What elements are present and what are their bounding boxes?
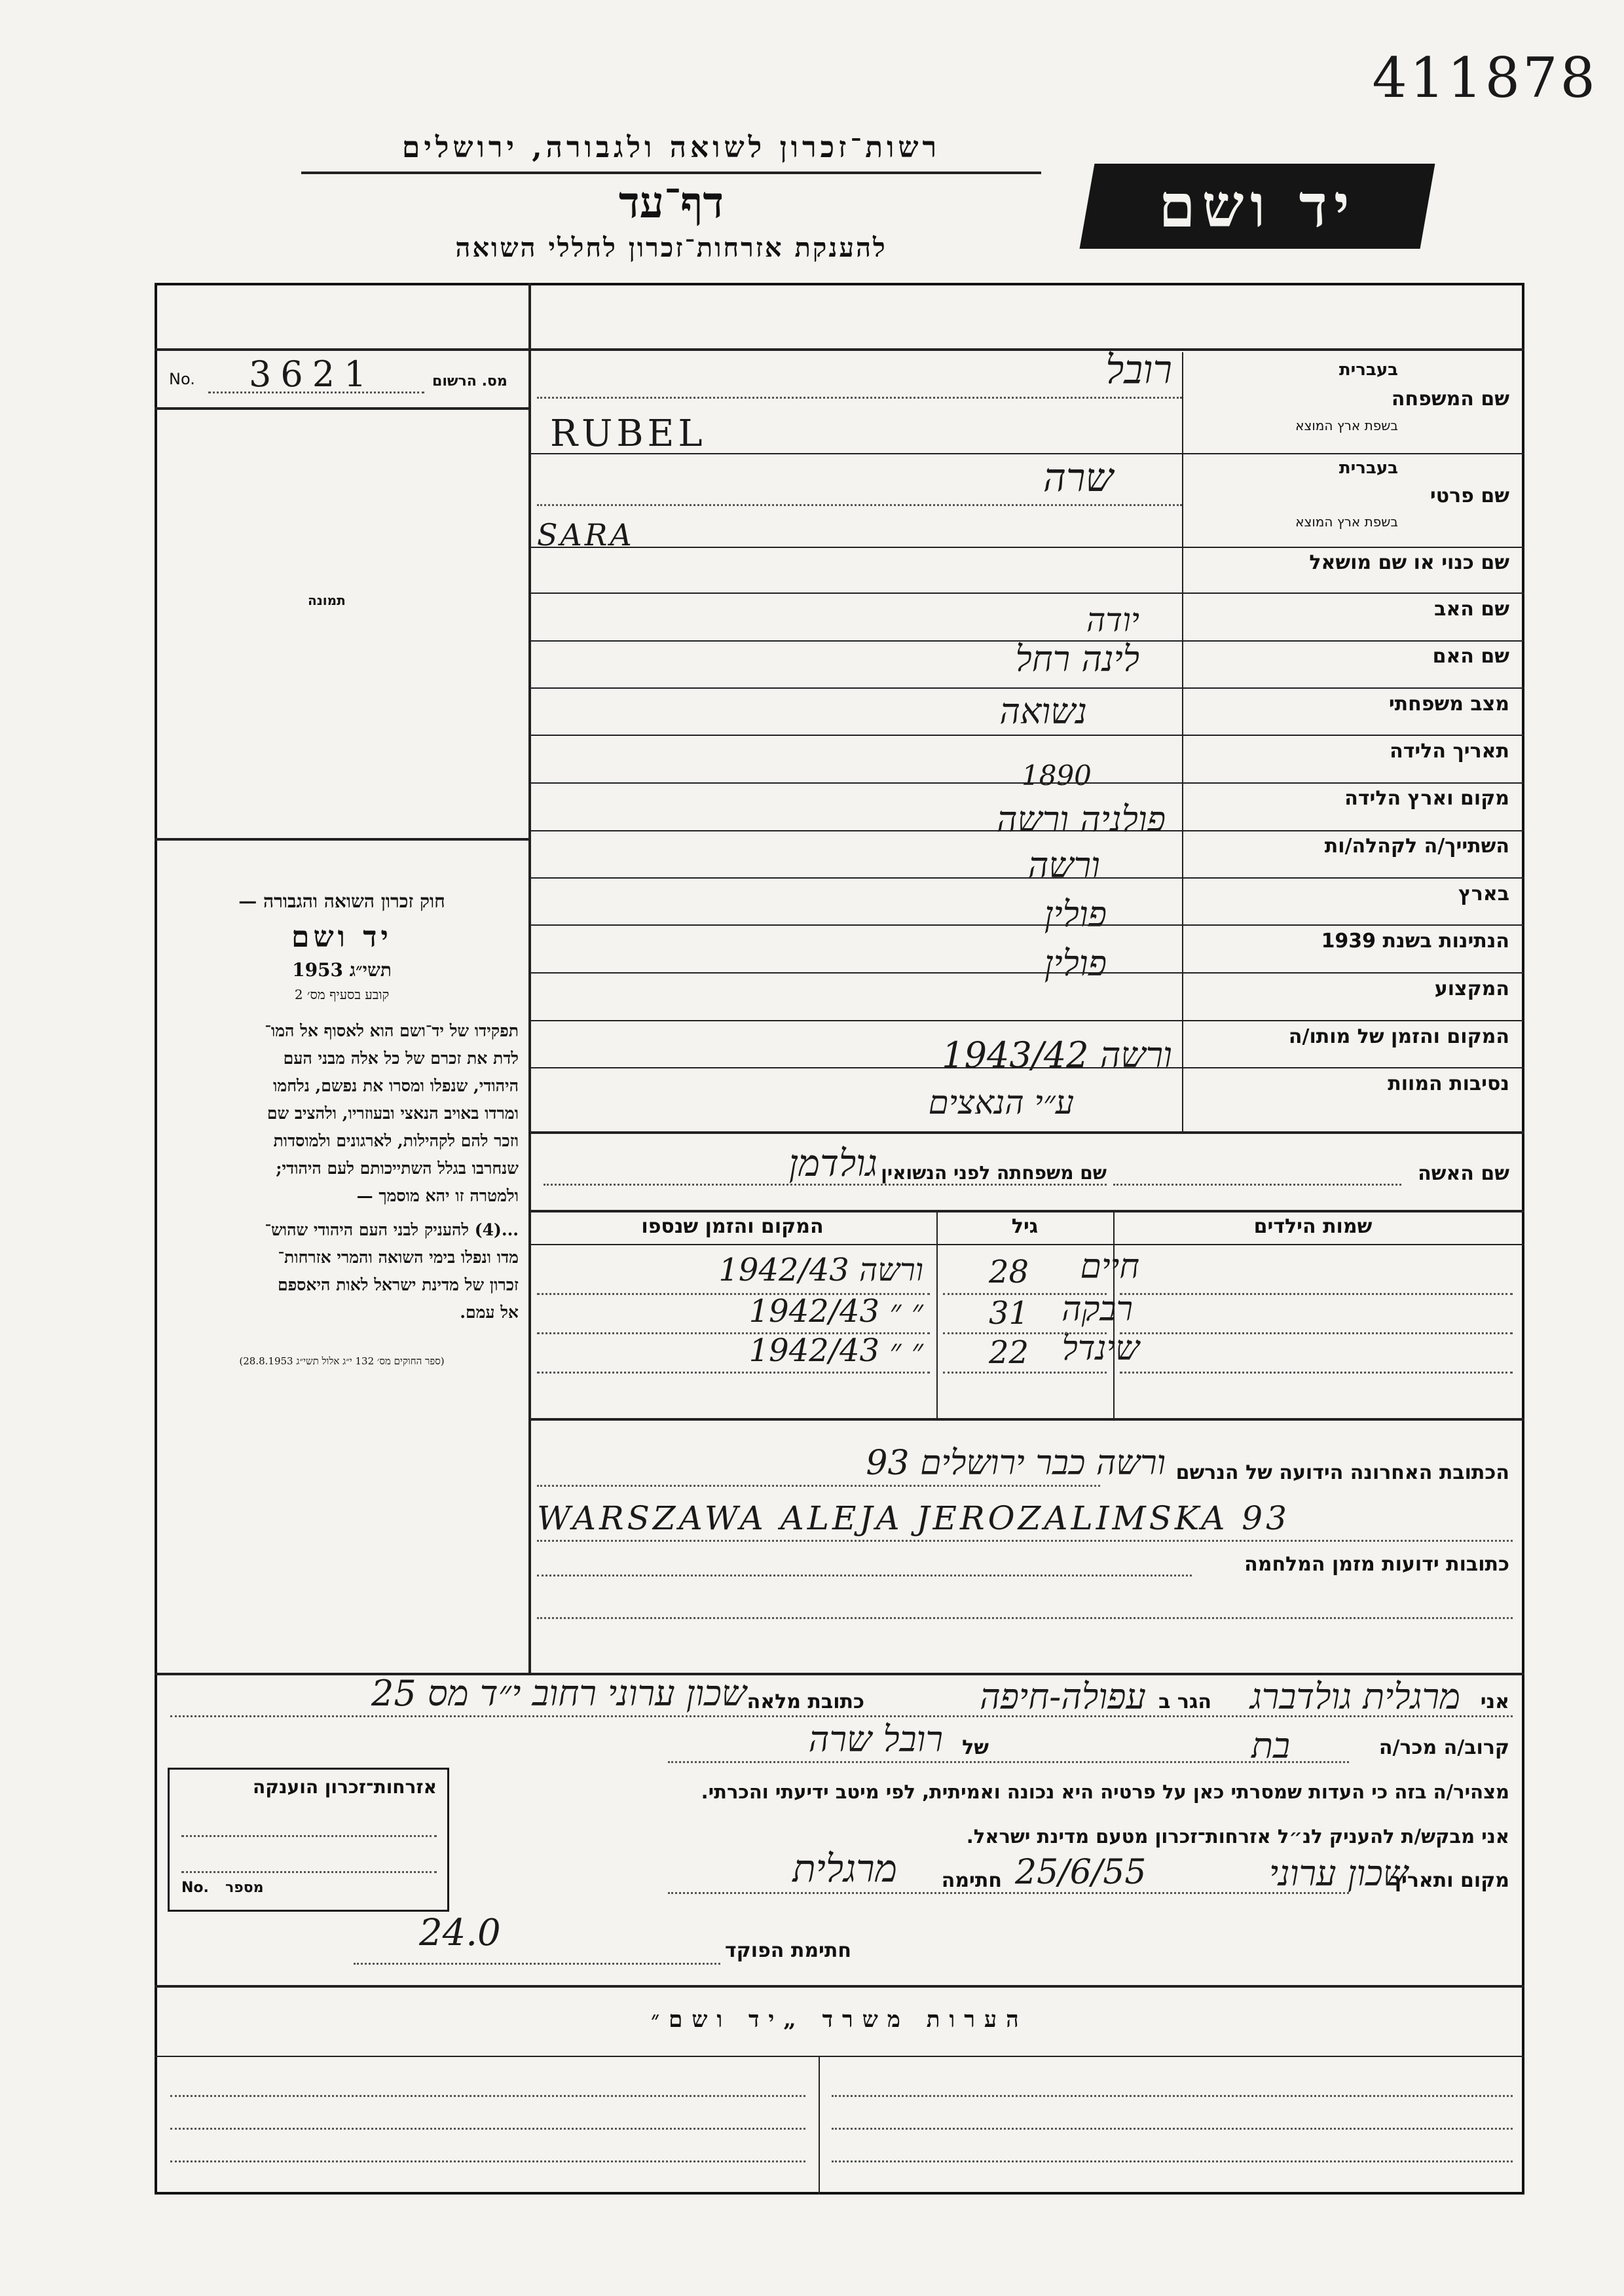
law-paragraph-1 <box>165 1017 519 1210</box>
law-line: זכרון של מדינת ישראל לאות היאספם <box>277 1275 519 1294</box>
of-label: של <box>962 1736 989 1759</box>
remarks-title: הערות משרד „יד ושם״ <box>651 2007 1028 2033</box>
citizenship-1939-value: פולין <box>1044 943 1107 984</box>
maiden-name-value: גולדמן <box>788 1142 877 1185</box>
declarant-name: מרגלית גולדברג <box>1249 1676 1460 1717</box>
photo-label: תמונה <box>308 592 346 608</box>
place-date-label: מקום ותאריך <box>1390 1869 1509 1892</box>
law-citation: (ספר החוקים מס׳ 132 י״ג אלול תשי״ג 28.8.1953) <box>239 1355 445 1367</box>
declarant-city: עפולה-חיפה <box>980 1676 1146 1717</box>
law-line: ומרדו באויב הנאצי ובעוזריו, ולהציב שם <box>267 1104 519 1123</box>
grant-number-label: מספר <box>225 1880 264 1896</box>
authority-line: רשות־זכרון לשואה ולגבורה, ירושלים <box>401 131 941 164</box>
marital-status-label: מצב משפחתי <box>1388 693 1509 716</box>
yad-vashem-logo <box>1080 164 1435 249</box>
relative-of-name: רובל שרה <box>808 1719 943 1760</box>
law-line: תפקידו של יד־ושם הוא לאסוף אל המו־ <box>265 1021 519 1040</box>
declarant-signature: מרגלית <box>792 1846 897 1891</box>
declaration-date: 25/6/55 <box>1015 1853 1147 1892</box>
last-address-latin: WARSZAWA ALEJA JEROZALIMSKA 93 <box>537 1499 1290 1537</box>
birthplace-label: מקום וארץ הלידה <box>1344 787 1509 810</box>
birthdate-label: תאריך הלידה <box>1390 740 1509 763</box>
request-statement: אני מבקש/ת להעניק לנ״ל אזרחות־זכרון מטעם מדינת ישראל. <box>966 1825 1509 1848</box>
authority-underline <box>301 172 1041 174</box>
first-name-hebrew-label: בעברית <box>1338 458 1398 478</box>
child-place: ורשה 1942/43 <box>718 1252 923 1288</box>
law-line: ולמטרה זו יהא מוסמך — <box>356 1186 519 1205</box>
grant-box <box>168 1768 449 1912</box>
law-line: שנחרבו בגלל השתייכותם לעם היהודי; <box>276 1159 519 1178</box>
children-names-header: שמות הילדים <box>1253 1215 1373 1238</box>
death-circumstances-value: ע״י הנאצים <box>928 1084 1074 1121</box>
first-name-origin-value: SARA <box>537 517 635 553</box>
children-age-header: גיל <box>1011 1215 1039 1238</box>
law-paragraph-2 <box>165 1216 519 1326</box>
country-label: בארץ <box>1458 883 1509 905</box>
death-place-value: ורשה 1943/42 <box>942 1034 1172 1076</box>
birthdate-value: 1890 <box>1022 759 1092 792</box>
law-line: היהודי, שנפלו ומסרו את נפשם, נלחמו <box>272 1076 519 1095</box>
law-line: ...(4) להעניק לבני העם היהודי שהוש־ <box>265 1220 519 1239</box>
child-age: 28 <box>989 1254 1029 1290</box>
father-name-value: יודה <box>1086 601 1139 639</box>
family-name-origin-label: בשפת ארץ המוצא <box>1295 418 1398 433</box>
family-name-hebrew-value: רובל <box>1105 347 1172 393</box>
maiden-name-label: שם משפחתה לפני הנשואין <box>881 1162 1107 1184</box>
law-yad-vashem: יד ושם <box>291 920 392 954</box>
law-text-block <box>165 890 519 1368</box>
first-name-origin-label: בשפת ארץ המוצא <box>1295 514 1398 530</box>
archive-number: 411878 <box>1372 46 1598 110</box>
left-column-divider <box>528 283 531 1673</box>
relation-value: בת <box>1251 1725 1290 1766</box>
declarant-i-label: אני <box>1480 1690 1509 1713</box>
child-name: שינדל <box>1061 1329 1139 1368</box>
last-address-label: הכתובת האחרונה הידועה של הנרשם <box>1175 1461 1509 1484</box>
birthplace-value: פולניה ורשה <box>996 799 1166 840</box>
death-circumstances-label: נסיבות המוות <box>1388 1072 1509 1095</box>
mother-name-value: לינה רחל <box>1015 638 1139 680</box>
grant-box-title: אזרחות־זכרון הוענקה <box>253 1776 437 1798</box>
child-place: ״ ״ 1942/43 <box>748 1332 923 1369</box>
relative-label: קרוב/ה מכר/ה <box>1378 1736 1509 1759</box>
family-name-origin-value: RUBEL <box>550 412 707 455</box>
officer-signature-label: חתימת הפוקד <box>725 1939 851 1962</box>
logo-text: יד ושם <box>1158 172 1356 241</box>
father-name-label: שם האב <box>1434 598 1509 621</box>
registration-no-label: No. <box>169 370 195 388</box>
full-address-label: כתובת מלאה <box>747 1690 864 1713</box>
registration-label: מס. הרשום <box>432 373 507 390</box>
wartime-address-label: כתובות ידועות מזמן המלחמה <box>1244 1553 1509 1576</box>
last-address-hebrew: ורשה כבר ירושלים 93 <box>866 1444 1166 1483</box>
first-name-label: שם פרטי <box>1430 484 1509 507</box>
citizenship-1939-label: הנתינות בשנת 1939 <box>1321 930 1509 953</box>
law-line: מדו ונפלו בימי השואה והמרי אזרחות־ <box>278 1248 519 1267</box>
law-line: אל עמם. <box>460 1303 519 1322</box>
family-name-label: שם המשפחה <box>1391 388 1509 410</box>
child-place: ״ ״ 1942/43 <box>748 1293 923 1330</box>
child-age: 31 <box>989 1295 1029 1332</box>
children-place-header: המקום והזמן שנספו <box>641 1215 824 1238</box>
form-title: דף־עד <box>618 177 724 228</box>
community-value: ורשה <box>1027 845 1100 886</box>
child-name: חיים <box>1080 1247 1139 1286</box>
death-place-label: המקום והזמן של מותו/ה <box>1288 1025 1509 1048</box>
law-section: קובע בסעיף מס׳ 2 <box>294 987 390 1002</box>
declarant-resides-label: הגר ב <box>1158 1690 1211 1713</box>
country-value: פולין <box>1044 894 1107 935</box>
registration-number: 3621 <box>249 354 376 395</box>
nickname-label: שם כנוי או שם מושאל <box>1309 551 1509 574</box>
law-line: לדת את זכרם של כל אלה מבני העם <box>283 1049 519 1068</box>
officer-signature-value: 24.0 <box>419 1912 501 1954</box>
marital-status-value: נשואה <box>999 691 1087 732</box>
first-name-hebrew-value: שרה <box>1043 455 1113 501</box>
signature-label: חתימה <box>941 1869 1002 1892</box>
community-label: השתייך/ה לקהלה/ות <box>1324 835 1509 858</box>
family-name-hebrew-label: בעברית <box>1338 360 1398 380</box>
law-title: חוק זכרון השואה והגבורה — <box>238 890 445 912</box>
child-name: רבקה <box>1061 1290 1133 1329</box>
declaration-place: שכון ערוני <box>1269 1853 1408 1894</box>
profession-label: המקצוע <box>1434 977 1509 1000</box>
declaration-statement: מצהיר/ה בזה כי העדות שמסרתי כאן על פרטיה היא נכונה ואמיתית, לפי מיטב ידיעתי והכרתי. <box>701 1781 1509 1803</box>
form-subtitle: להענקת אזרחות־זכרון לחללי השואה <box>455 232 887 263</box>
wife-name-label: שם האשה <box>1418 1162 1509 1185</box>
mother-name-label: שם האם <box>1432 645 1509 668</box>
grant-no-label: No. <box>181 1880 209 1896</box>
declarant-full-address: שכון ערוני רחוב י״ד מס 25 <box>371 1673 747 1714</box>
child-age: 22 <box>989 1334 1029 1371</box>
law-year: תשי״ג 1953 <box>292 959 392 981</box>
law-line: וזכר להם לקהילות, לארגונים ולמוסדות <box>273 1131 519 1150</box>
